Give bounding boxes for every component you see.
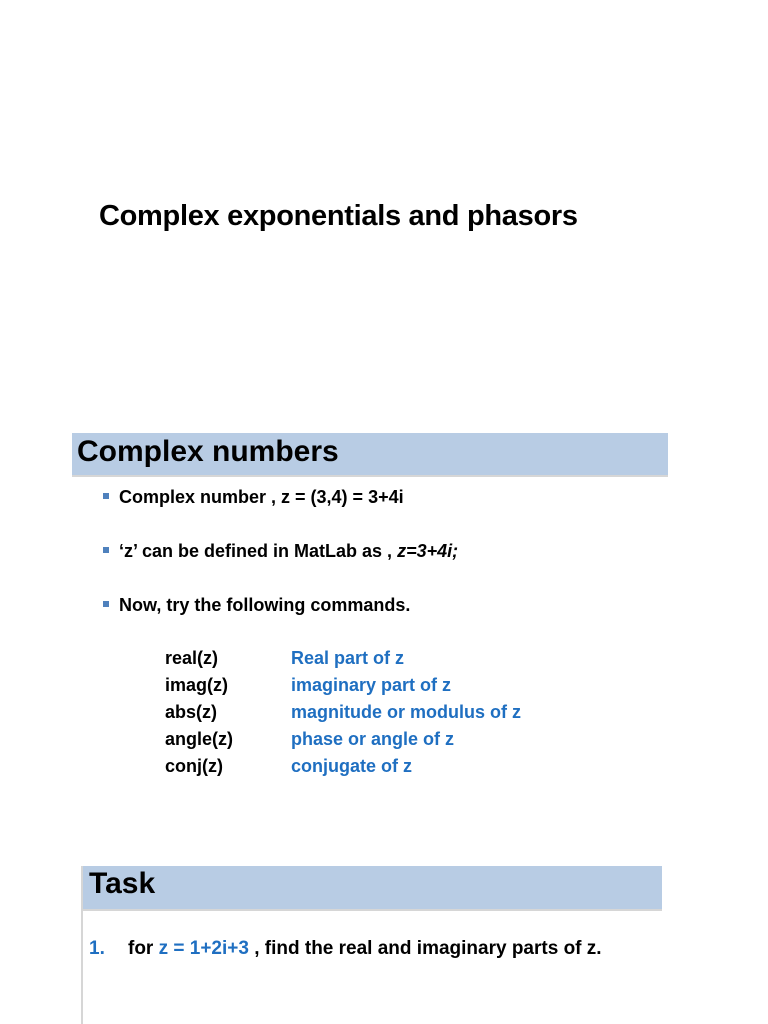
- command-description: conjugate of z: [291, 756, 412, 776]
- command-description: phase or angle of z: [291, 729, 455, 749]
- slide-complex-numbers: [72, 433, 668, 793]
- command-name: conj(z): [165, 756, 223, 776]
- table-row: [165, 645, 521, 672]
- bullet-list: [103, 483, 458, 645]
- command-description: imaginary part of z: [291, 675, 452, 695]
- task-number: 1.: [89, 938, 105, 959]
- task-suffix: , find the real and imaginary parts of z.: [248, 938, 602, 959]
- bullet-item: [103, 537, 458, 591]
- slide-header-bar: [83, 866, 662, 911]
- bullet-text: Complex number , z = (3,4) = 3+4i: [119, 487, 404, 507]
- command-name: abs(z): [165, 702, 218, 722]
- bullet-item: [103, 591, 458, 645]
- slide-heading: Task: [89, 867, 156, 900]
- bullet-text: ‘z’ can be defined in MatLab as ,: [119, 541, 398, 561]
- bullet-text: Now, try the following commands.: [119, 595, 411, 615]
- bullet-code: z=3+4i;: [397, 541, 459, 561]
- square-bullet-icon: [103, 493, 109, 499]
- table-row: [165, 699, 521, 726]
- bullet-item: [103, 483, 458, 537]
- command-name: imag(z): [165, 675, 228, 695]
- slide-heading: Complex numbers: [77, 435, 339, 468]
- slide-header-bar: [72, 433, 668, 477]
- document-title: Complex exponentials and phasors: [99, 200, 578, 232]
- task-item: [89, 938, 602, 960]
- command-description: magnitude or modulus of z: [291, 702, 521, 722]
- table-row: [165, 753, 521, 780]
- table-row: [165, 672, 521, 699]
- task-expression: z = 1+2i+3: [158, 938, 249, 959]
- task-prefix: for: [128, 938, 159, 959]
- command-description: Real part of z: [291, 648, 405, 668]
- command-name: angle(z): [165, 729, 234, 749]
- command-name: real(z): [165, 648, 219, 668]
- square-bullet-icon: [103, 547, 109, 553]
- command-table: [165, 645, 521, 780]
- table-row: [165, 726, 521, 753]
- square-bullet-icon: [103, 601, 109, 607]
- slide-task: [81, 866, 662, 1024]
